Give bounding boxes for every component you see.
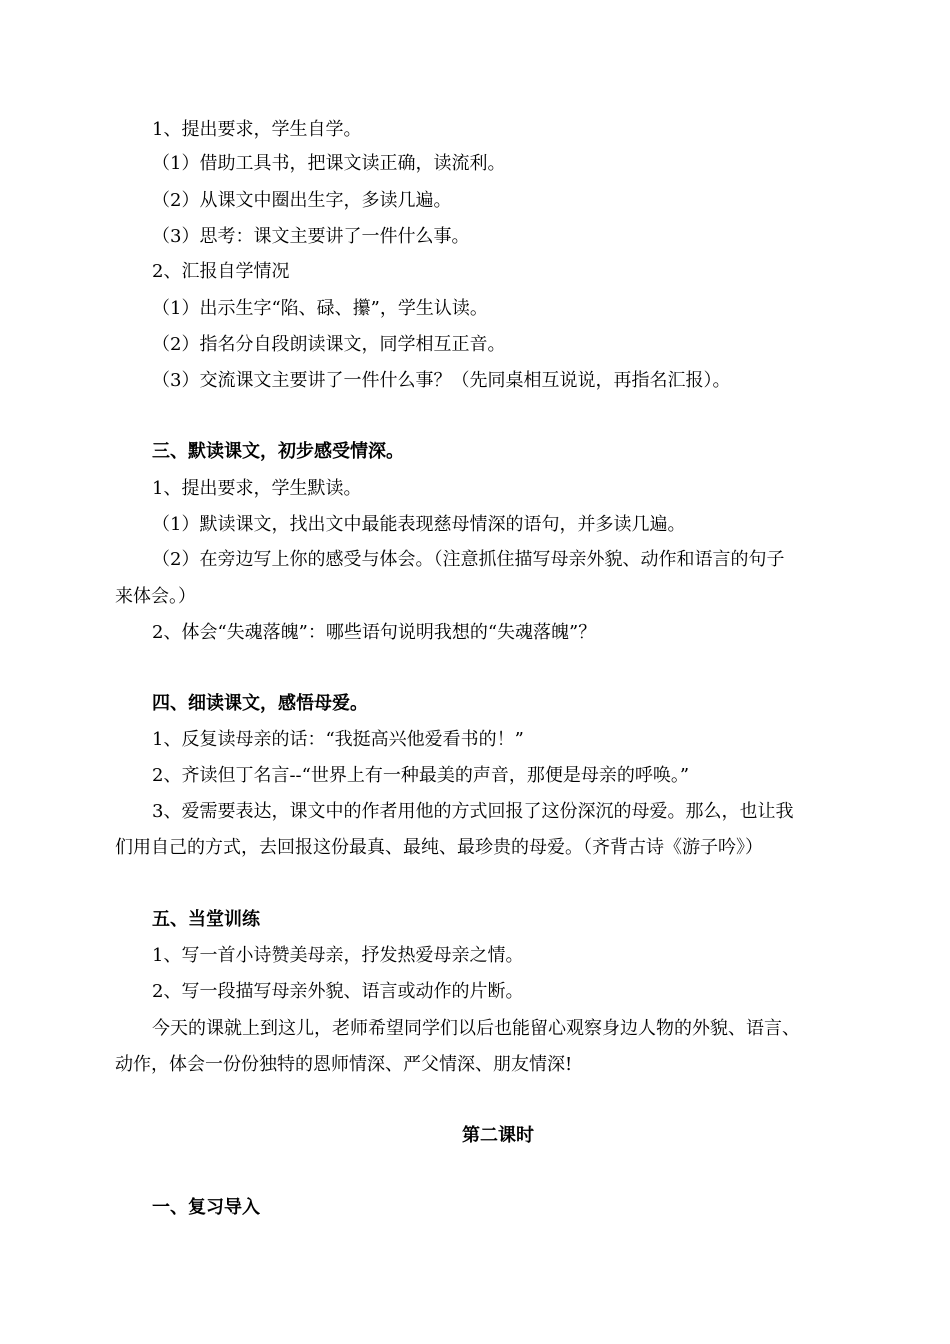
- section-5-step-1: 1、写一首小诗赞美母亲，抒发热爱母亲之情。: [152, 945, 524, 966]
- section-3-item-2: （2）在旁边写上你的感受与体会。（注意抓住描写母亲外貌、动作和语言的句子: [152, 549, 785, 570]
- step-2-item-3: （3）交流课文主要讲了一件什么事？（先同桌相互说说，再指名汇报）。: [152, 370, 731, 391]
- closing-remark-cont: 动作，体会一份份独特的恩师情深、严父情深、朋友情深!: [115, 1054, 573, 1075]
- step-2-item-2: （2）指名分自段朗读课文，同学相互正音。: [152, 334, 506, 355]
- lesson-2-title: 第二课时: [462, 1125, 534, 1146]
- section-4-step-3: 3、爱需要表达，课文中的作者用他的方式回报了这份深沉的母爱。那么，也让我: [152, 801, 794, 822]
- step-1-item-2: （2）从课文中圈出生字，多读几遍。: [152, 190, 452, 211]
- section-3-heading: 三、默读课文，初步感受情深。: [152, 441, 404, 462]
- section-4-heading: 四、细读课文，感悟母爱。: [152, 693, 368, 714]
- section-3-step-2: 2、体会“失魂落魄”：哪些语句说明我想的“失魂落魄”？: [152, 622, 597, 643]
- section-5-step-2: 2、写一段描写母亲外貌、语言或动作的片断。: [152, 981, 524, 1002]
- section-4-step-3-cont: 们用自己的方式，去回报这份最真、最纯、最珍贵的母爱。（齐背古诗《游子吟》）: [115, 837, 763, 858]
- closing-remark: 今天的课就上到这儿，老师希望同学们以后也能留心观察身边人物的外貌、语言、: [152, 1018, 800, 1039]
- step-1-item-1: （1）借助工具书，把课文读正确，读流利。: [152, 153, 506, 174]
- step-2-item-1: （1）出示生字“陷、碌、攥”，学生认读。: [152, 298, 488, 319]
- step-1-item-3: （3）思考：课文主要讲了一件什么事。: [152, 226, 470, 247]
- section-4-step-2: 2、齐读但丁名言--“世界上有一种最美的声音，那便是母亲的呼唤。”: [152, 765, 690, 786]
- step-2-heading: 2、汇报自学情况: [152, 261, 290, 282]
- section-3-item-1: （1）默读课文，找出文中最能表现慈母情深的语句，并多读几遍。: [152, 514, 686, 535]
- step-1-heading: 1、提出要求，学生自学。: [152, 119, 362, 140]
- section-3-step-1: 1、提出要求，学生默读。: [152, 478, 362, 499]
- section-1-heading: 一、复习导入: [152, 1197, 260, 1218]
- section-4-step-1: 1、反复读母亲的话：“我挺高兴他爱看书的！”: [152, 729, 524, 750]
- section-3-item-2-cont: 来体会。）: [115, 586, 196, 607]
- section-5-heading: 五、当堂训练: [152, 909, 260, 930]
